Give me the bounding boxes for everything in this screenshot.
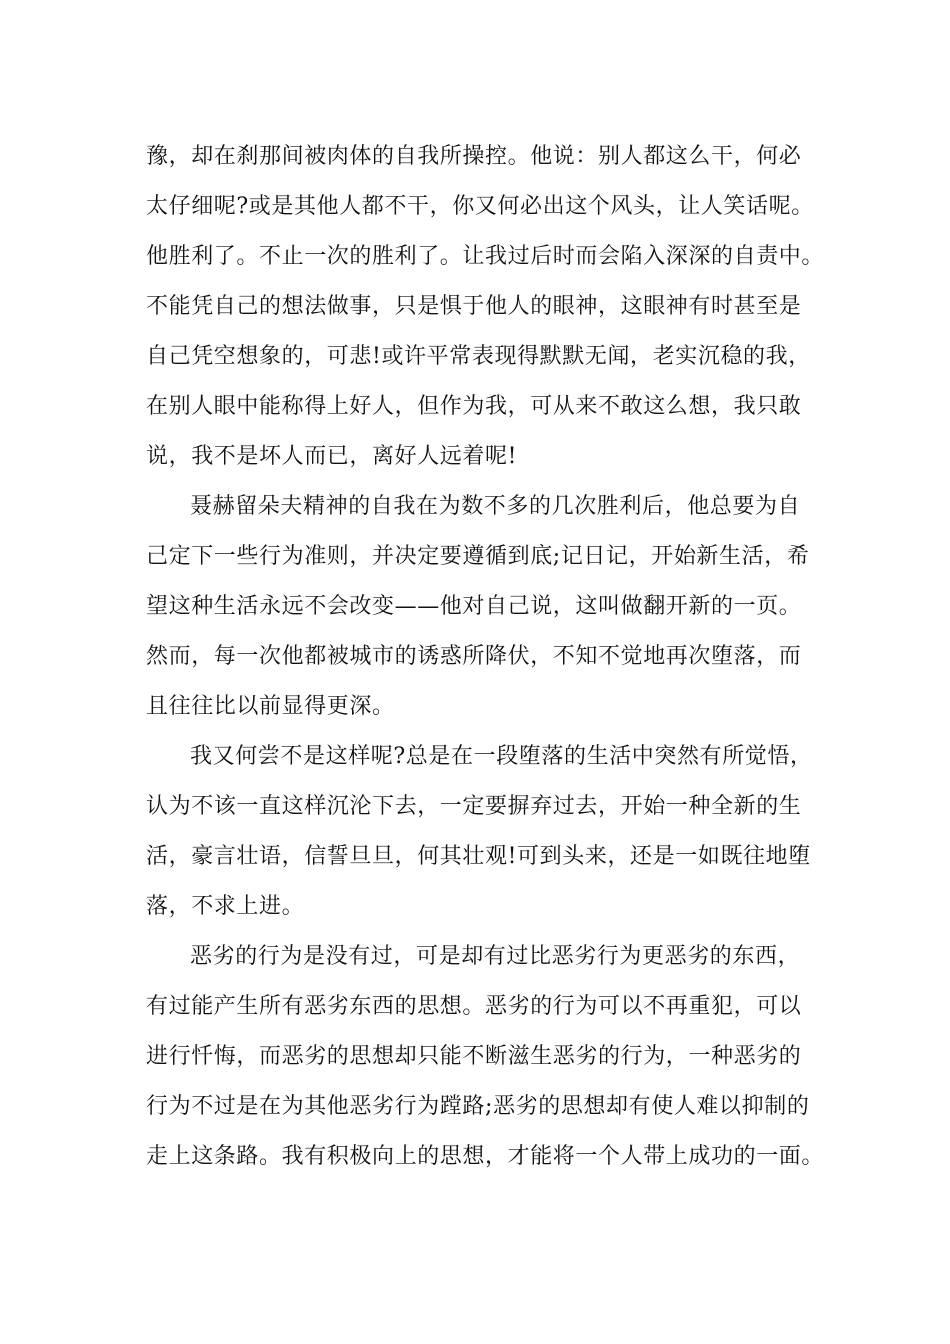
text-line: 说，我不是坏人而已，离好人远着呢!: [146, 444, 518, 469]
text-line: 他胜利了。不止一次的胜利了。让我过后时而会陷入深深的自责中。: [146, 244, 825, 269]
text-line: 且往往比以前显得更深。: [146, 694, 395, 719]
text-line: 己定下一些行为准则，并决定要遵循到底;记日记，开始新生活，希: [146, 544, 810, 569]
text-line: 进行忏悔，而恶劣的思想却只能不断滋生恶劣的行为，一种恶劣的: [146, 1044, 802, 1069]
text-line: 落，不求上进。: [146, 894, 305, 919]
text-line: 行为不过是在为其他恶劣行为蹚路;恶劣的思想却有使人难以抑制的: [146, 1094, 810, 1119]
text-line: 走上这条路。我有积极向上的思想，才能将一个人带上成功的一面。: [146, 1144, 825, 1169]
paragraph-first-line: 聂赫留朵夫精神的自我在为数不多的几次胜利后，他总要为自: [190, 494, 801, 519]
text-line: 豫，却在刹那间被肉体的自我所操控。他说：别人都这么干，何必: [146, 144, 802, 169]
text-line: 然而，每一次他都被城市的诱惑所降伏，不知不觉地再次堕落，而: [146, 644, 802, 669]
paragraph-first-line: 恶劣的行为是没有过，可是却有过比恶劣行为更恶劣的东西，: [190, 944, 801, 969]
text-line: 望这种生活永远不会改变——他对自己说，这叫做翻开新的一页。: [146, 594, 802, 619]
text-line: 太仔细呢?或是其他人都不干，你又何必出这个风头，让人笑话呢。: [146, 194, 814, 219]
text-line: 在别人眼中能称得上好人，但作为我，可从来不敢这么想，我只敢: [146, 394, 802, 419]
paragraph-first-line: 我又何尝不是这样呢?总是在一段堕落的生活中突然有所觉悟，: [190, 744, 813, 769]
text-line: 有过能产生所有恶劣东西的思想。恶劣的行为可以不再重犯，可以: [146, 994, 802, 1019]
text-line: 活，豪言壮语，信誓旦旦，何其壮观!可到头来，还是一如既往地堕: [146, 844, 811, 869]
text-line: 自己凭空想象的，可悲!或许平常表现得默默无闻，老实沉稳的我，: [146, 344, 811, 369]
text-line: 不能凭自己的想法做事，只是惧于他人的眼神，这眼神有时甚至是: [146, 294, 802, 319]
text-line: 认为不该一直这样沉沦下去，一定要摒弃过去，开始一种全新的生: [146, 794, 802, 819]
body-text: [146, 132, 826, 1182]
